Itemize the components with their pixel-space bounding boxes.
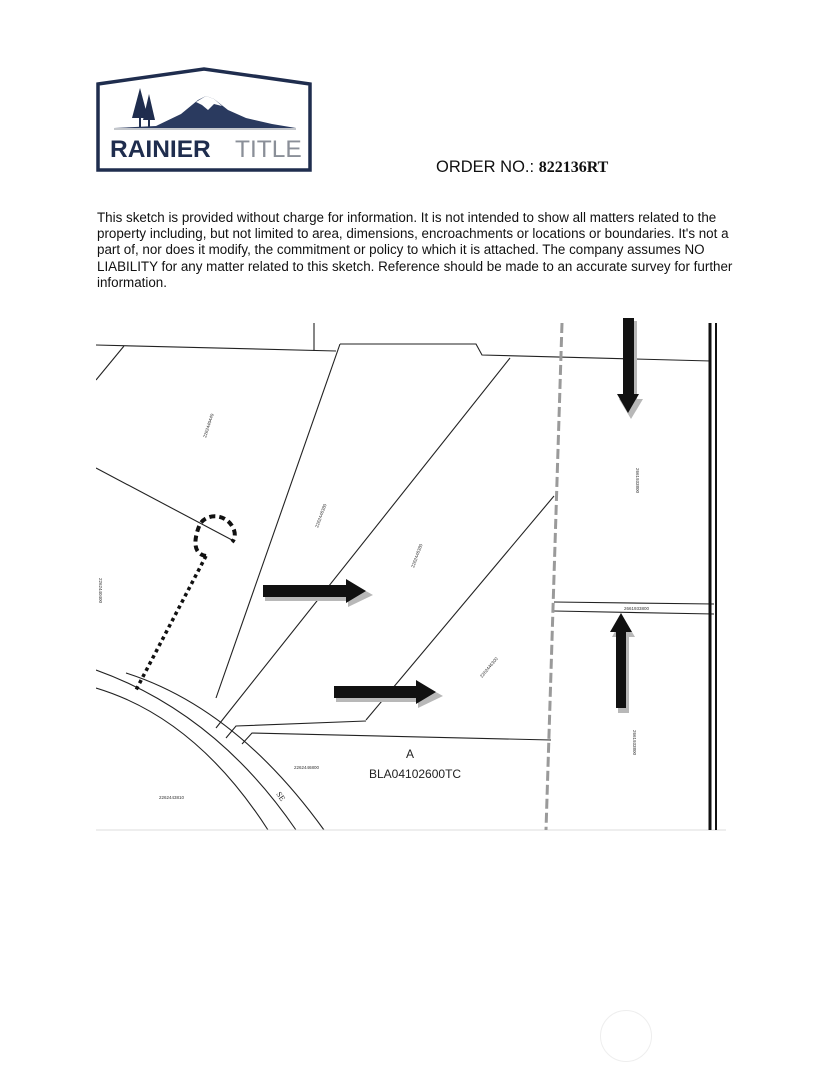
- parcel-number: 2661933800: [632, 730, 637, 756]
- arrow-up-icon: [610, 613, 635, 713]
- parcel-number: 2661933800: [624, 606, 650, 611]
- dotted-easement-path: [136, 556, 206, 690]
- road-label: SE: [274, 789, 288, 803]
- parcel-number: 2262446800: [294, 765, 320, 770]
- parcel-number: 2262446300: [478, 656, 499, 679]
- disclaimer-text: This sketch is provided without charge for information. It is not intended to show all matters related to the property including, but not limited to area, dimensions, encroachments or locations or boundaries. It's not a part of, nor does it modify, the commitment or policy to which it is attached. The company assumes NO LIABILITY for any matter related to this sketch. Reference should be made to an accurate survey for further information.: [97, 210, 733, 290]
- property-sketch-map: [96, 318, 726, 833]
- bla-label: BLA04102600TC: [369, 767, 462, 781]
- dashed-boundary-line: [546, 323, 562, 830]
- parcel-number: 2661933800: [635, 468, 640, 494]
- logo-suffix: TITLE: [235, 136, 302, 163]
- parcel-number: 2262446380: [410, 543, 424, 569]
- order-number-line: [436, 158, 608, 177]
- watermark-circle: [600, 1010, 652, 1062]
- logo-name: RAINIER: [110, 136, 211, 163]
- arrow-right-icon: [334, 680, 443, 708]
- dotted-easement-loop: [195, 516, 234, 556]
- arrow-right-icon: [263, 579, 373, 607]
- lot-label: A: [406, 747, 415, 761]
- parcel-number: 2262440400: [98, 578, 103, 604]
- parcel-number: 2262440440: [202, 412, 215, 439]
- arrow-down-icon: [617, 318, 643, 419]
- parcel-number: 2262446380: [314, 503, 328, 529]
- parcel-number: 2262443810: [159, 795, 185, 800]
- order-number: 822136RT: [538, 159, 609, 176]
- rainier-title-logo: [96, 66, 312, 174]
- order-label: ORDER NO.:: [436, 158, 535, 176]
